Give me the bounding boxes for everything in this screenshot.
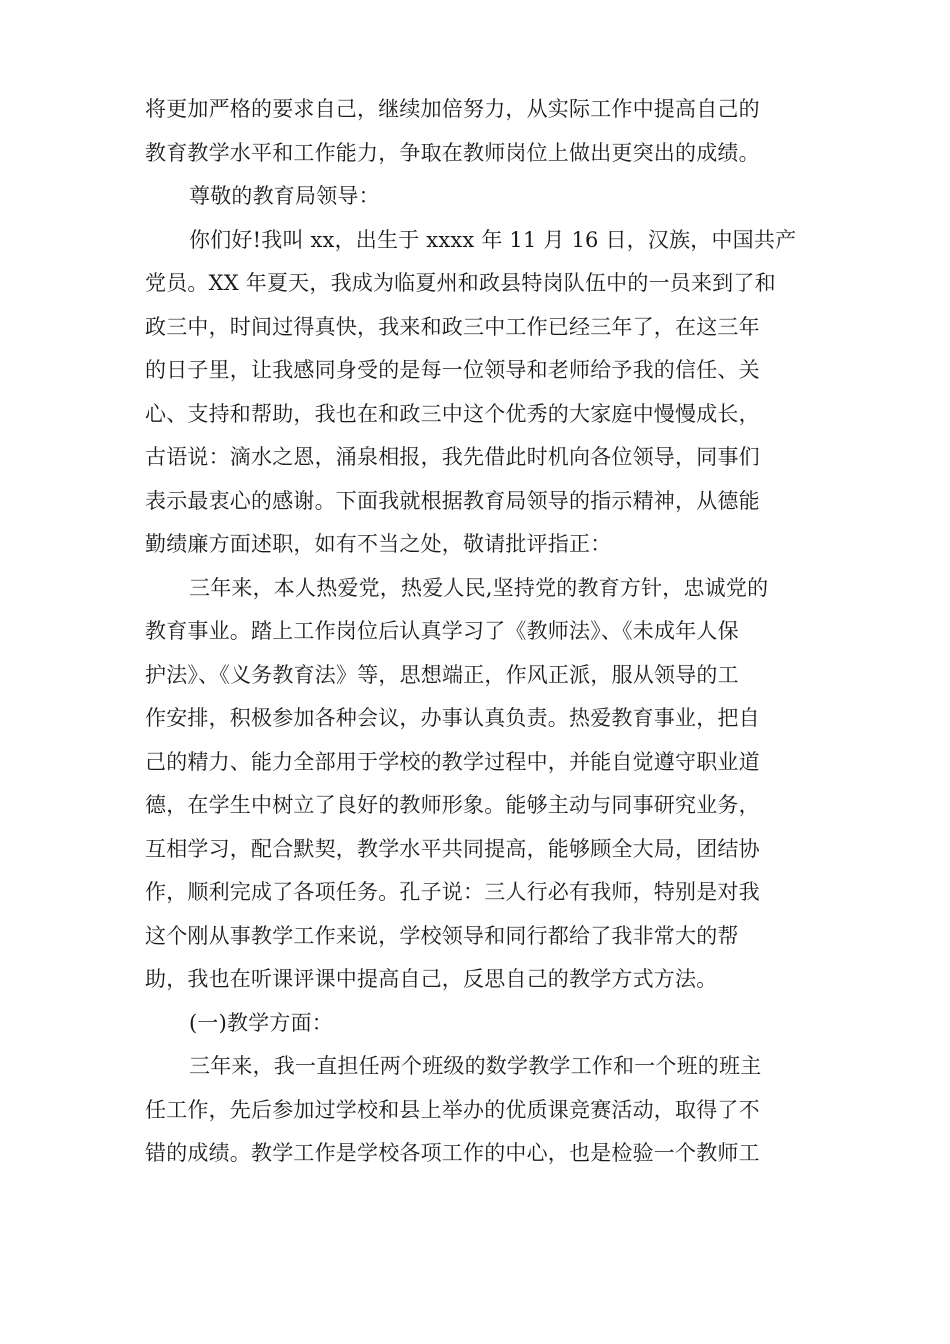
text-line-11: 勤绩廉方面述职，如有不当之处，敬请批评指正： [145,532,612,556]
text-line-10: 表示最衷心的感谢。下面我就根据教育局领导的指示精神，从德能 [145,488,760,513]
section-heading: (一)教学方面： [189,1010,333,1035]
text-line-21: 助，我也在听课评课中提高自己，反思自己的教学方式方法。 [145,967,718,991]
text-line-24: 任工作，先后参加过学校和县上举办的优质课竞赛活动，取得了不 [145,1097,760,1122]
text-line-9: 古语说：滴水之恩，涌泉相报，我先借此时机向各位领导，同事们 [145,445,760,469]
text-line-15: 作安排，积极参加各种会议，办事认真负责。热爱教育事业，把自 [145,706,760,730]
text-line-4: 你们好!我叫 xx，出生于 xxxx 年 11 月 16 日，汉族，中国共产 [189,227,797,252]
document-body [145,88,815,1176]
text-line-5: 党员。XX 年夏天，我成为临夏州和政县特岗队伍中的一员来到了和 [145,271,776,295]
salutation: 尊敬的教育局领导： [189,184,380,208]
text-line-19: 作，顺利完成了各项任务。孔子说：三人行必有我师，特别是对我 [145,880,760,904]
text-line-13: 教育事业。踏上工作岗位后认真学习了《教师法》、《未成年人保 [145,619,739,643]
text-line-6: 政三中，时间过得真快，我来和政三中工作已经三年了，在这三年 [145,314,760,339]
text-line-12: 三年来，本人热爱党，热爱人民,坚持党的教育方针，忠诚党的 [189,575,769,600]
text-line-14: 护法》、《义务教育法》等，思想端正，作风正派，服从领导的工 [145,662,739,687]
text-line-16: 己的精力、能力全部用于学校的教学过程中，并能自觉遵守职业道 [145,749,760,774]
text-line-18: 互相学习，配合默契，教学水平共同提高，能够顾全大局，团结协 [145,836,760,861]
text-line-1: 将更加严格的要求自己，继续加倍努力，从实际工作中提高自己的 [145,97,760,121]
text-line-2: 教育教学水平和工作能力，争取在教师岗位上做出更突出的成绩。 [145,140,760,165]
text-line-8: 心、支持和帮助，我也在和政三中这个优秀的大家庭中慢慢成长， [145,401,760,426]
text-line-23: 三年来，我一直担任两个班级的数学教学工作和一个班的班主 [189,1054,762,1078]
text-line-25: 错的成绩。教学工作是学校各项工作的中心，也是检验一个教师工 [145,1141,760,1165]
text-line-20: 这个刚从事教学工作来说，学校领导和同行都给了我非常大的帮 [145,923,739,948]
text-line-17: 德，在学生中树立了良好的教师形象。能够主动与同事研究业务， [145,793,760,817]
text-line-7: 的日子里，让我感同身受的是每一位领导和老师给予我的信任、关 [145,358,760,382]
